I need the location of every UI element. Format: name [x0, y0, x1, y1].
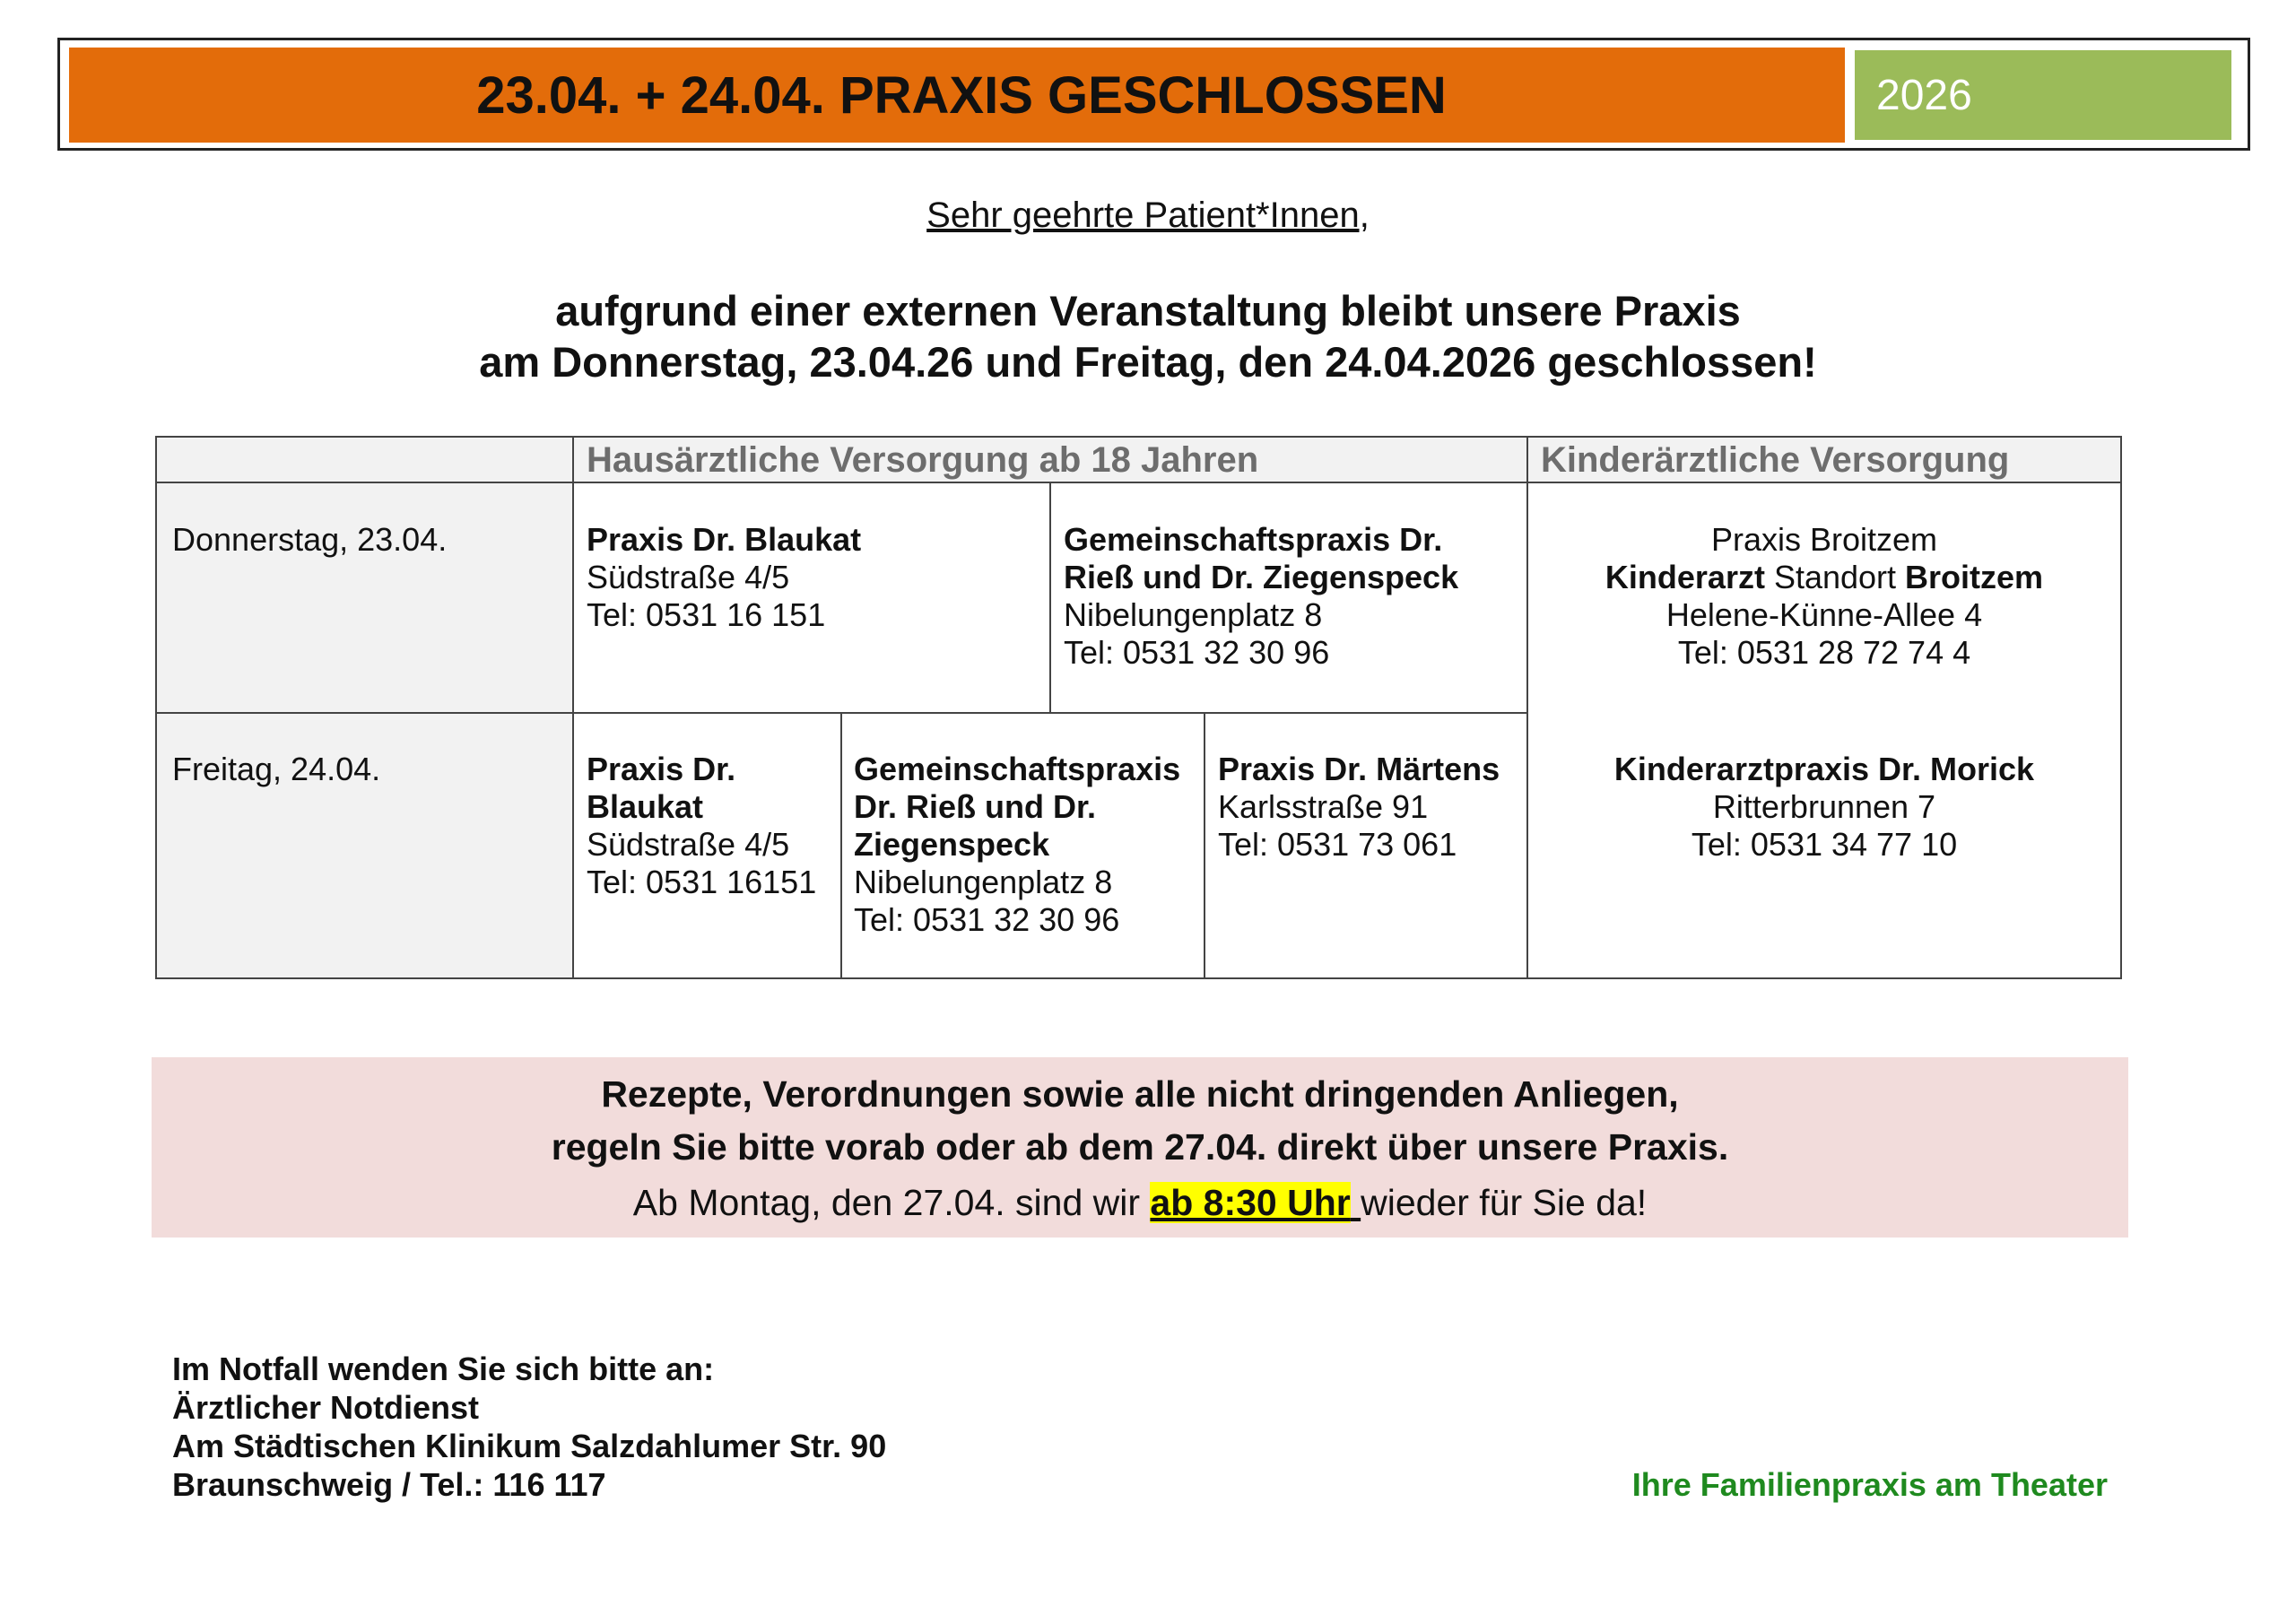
- practice-phone: Tel: 0531 32 30 96: [854, 901, 1120, 938]
- day-label: Freitag, 24.04.: [172, 751, 381, 787]
- header-adult-care: Hausärztliche Versorgung ab 18 Jahren: [587, 440, 1259, 480]
- highlighted-time: ab 8:30 Uhr: [1150, 1182, 1351, 1223]
- practice-entry: [587, 521, 1039, 634]
- notice-line: Rezepte, Verordnungen sowie alle nicht dringenden Anliegen,: [601, 1073, 1679, 1115]
- practice-name: Rieß und Dr. Ziegenspeck: [1064, 559, 1459, 595]
- pediatric-entry: [1528, 521, 2120, 672]
- practice-name: Praxis Dr. Blaukat: [587, 521, 862, 558]
- emergency-line: Ärztlicher Notdienst: [172, 1389, 480, 1426]
- practice-name: Dr. Rieß und Dr.: [854, 788, 1097, 825]
- practice-phone: Tel: 0531 16151: [587, 864, 817, 900]
- practice-name: Praxis Broitzem: [1710, 521, 1938, 558]
- closure-announcement: [0, 285, 2296, 387]
- page-title: 23.04. + 24.04. PRAXIS GESCHLOSSEN: [69, 48, 1845, 143]
- practice-name: Gemeinschaftspraxis: [854, 751, 1181, 787]
- notice-bold-text: [152, 1068, 2128, 1174]
- highlight-underline-tail: [1351, 1182, 1361, 1223]
- subtitle-bold: Broitzem: [1905, 559, 2044, 595]
- salutation: Sehr geehrte Patient*Innen,: [926, 195, 1370, 235]
- emergency-line: Im Notfall wenden Sie sich bitte an:: [172, 1350, 715, 1387]
- practice-name: Kinderarztpraxis Dr. Morick: [1613, 751, 2035, 787]
- subtitle-bold: Kinderarzt: [1605, 559, 1765, 595]
- subtitle-text: Standort: [1764, 559, 1906, 595]
- header-banner: [57, 38, 2250, 151]
- announcement-line: am Donnerstag, 23.04.26 und Freitag, den 24.04.2026 geschlossen!: [479, 338, 1817, 386]
- practice-street: Südstraße 4/5: [587, 826, 790, 863]
- practice-phone: Tel: 0531 16 151: [587, 596, 826, 633]
- practice-phone: Tel: 0531 32 30 96: [1064, 634, 1330, 671]
- practice-name: Praxis Dr.: [587, 751, 736, 787]
- practice-name: Ziegenspeck: [854, 826, 1050, 863]
- grid-line: [572, 438, 574, 977]
- notice-box: [152, 1057, 2128, 1238]
- practice-name: Blaukat: [587, 788, 704, 825]
- practice-entry: [1218, 751, 1523, 864]
- header-pediatric-care: Kinderärztliche Versorgung: [1541, 440, 2010, 480]
- substitute-practices-table: [155, 436, 2122, 979]
- pediatric-entry: [1528, 751, 2120, 864]
- practice-name: Praxis Dr. Märtens: [1218, 751, 1500, 787]
- practice-entry: [1064, 521, 1521, 672]
- emergency-line: Am Städtischen Klinikum Salzdahlumer Str. 90: [172, 1428, 887, 1464]
- practice-phone: Tel: 0531 28 72 74 4: [1677, 634, 1971, 671]
- practice-street: Helene-Künne-Allee 4: [1665, 596, 1983, 633]
- grid-line: [1204, 713, 1205, 977]
- practice-signature: Ihre Familienpraxis am Theater: [1631, 1466, 2108, 1503]
- practice-street: Ritterbrunnen 7: [1712, 788, 1936, 825]
- practice-street: Nibelungenplatz 8: [1064, 596, 1323, 633]
- practice-entry: [587, 751, 836, 901]
- grid-line: [157, 712, 1527, 714]
- notice-line: regeln Sie bitte vorab oder ab dem 27.04. direkt über unsere Praxis.: [551, 1126, 1729, 1168]
- emergency-contact: [172, 1350, 886, 1504]
- practice-phone: Tel: 0531 34 77 10: [1691, 826, 1958, 863]
- practice-entry: [854, 751, 1199, 939]
- emergency-line: Braunschweig / Tel.: 116 117: [172, 1466, 606, 1503]
- practice-subtitle: [1528, 559, 2120, 596]
- practice-phone: Tel: 0531 73 061: [1218, 826, 1457, 863]
- grid-line: [1526, 438, 1528, 977]
- practice-street: Karlsstraße 91: [1218, 788, 1429, 825]
- practice-street: Südstraße 4/5: [587, 559, 790, 595]
- practice-street: Nibelungenplatz 8: [854, 864, 1113, 900]
- grid-line: [1049, 482, 1051, 713]
- year-label: 2026: [1852, 48, 2234, 143]
- grid-line: [840, 713, 842, 977]
- reopening-text: wieder für Sie da!: [1361, 1182, 1648, 1223]
- day-label: Donnerstag, 23.04.: [172, 521, 448, 558]
- grid-line: [157, 482, 2120, 483]
- practice-name: Gemeinschaftspraxis Dr.: [1064, 521, 1443, 558]
- reopening-line: [152, 1182, 2128, 1224]
- announcement-line: aufgrund einer externen Veranstaltung bleibt unsere Praxis: [555, 287, 1741, 334]
- reopening-text: Ab Montag, den 27.04. sind wir: [632, 1182, 1151, 1223]
